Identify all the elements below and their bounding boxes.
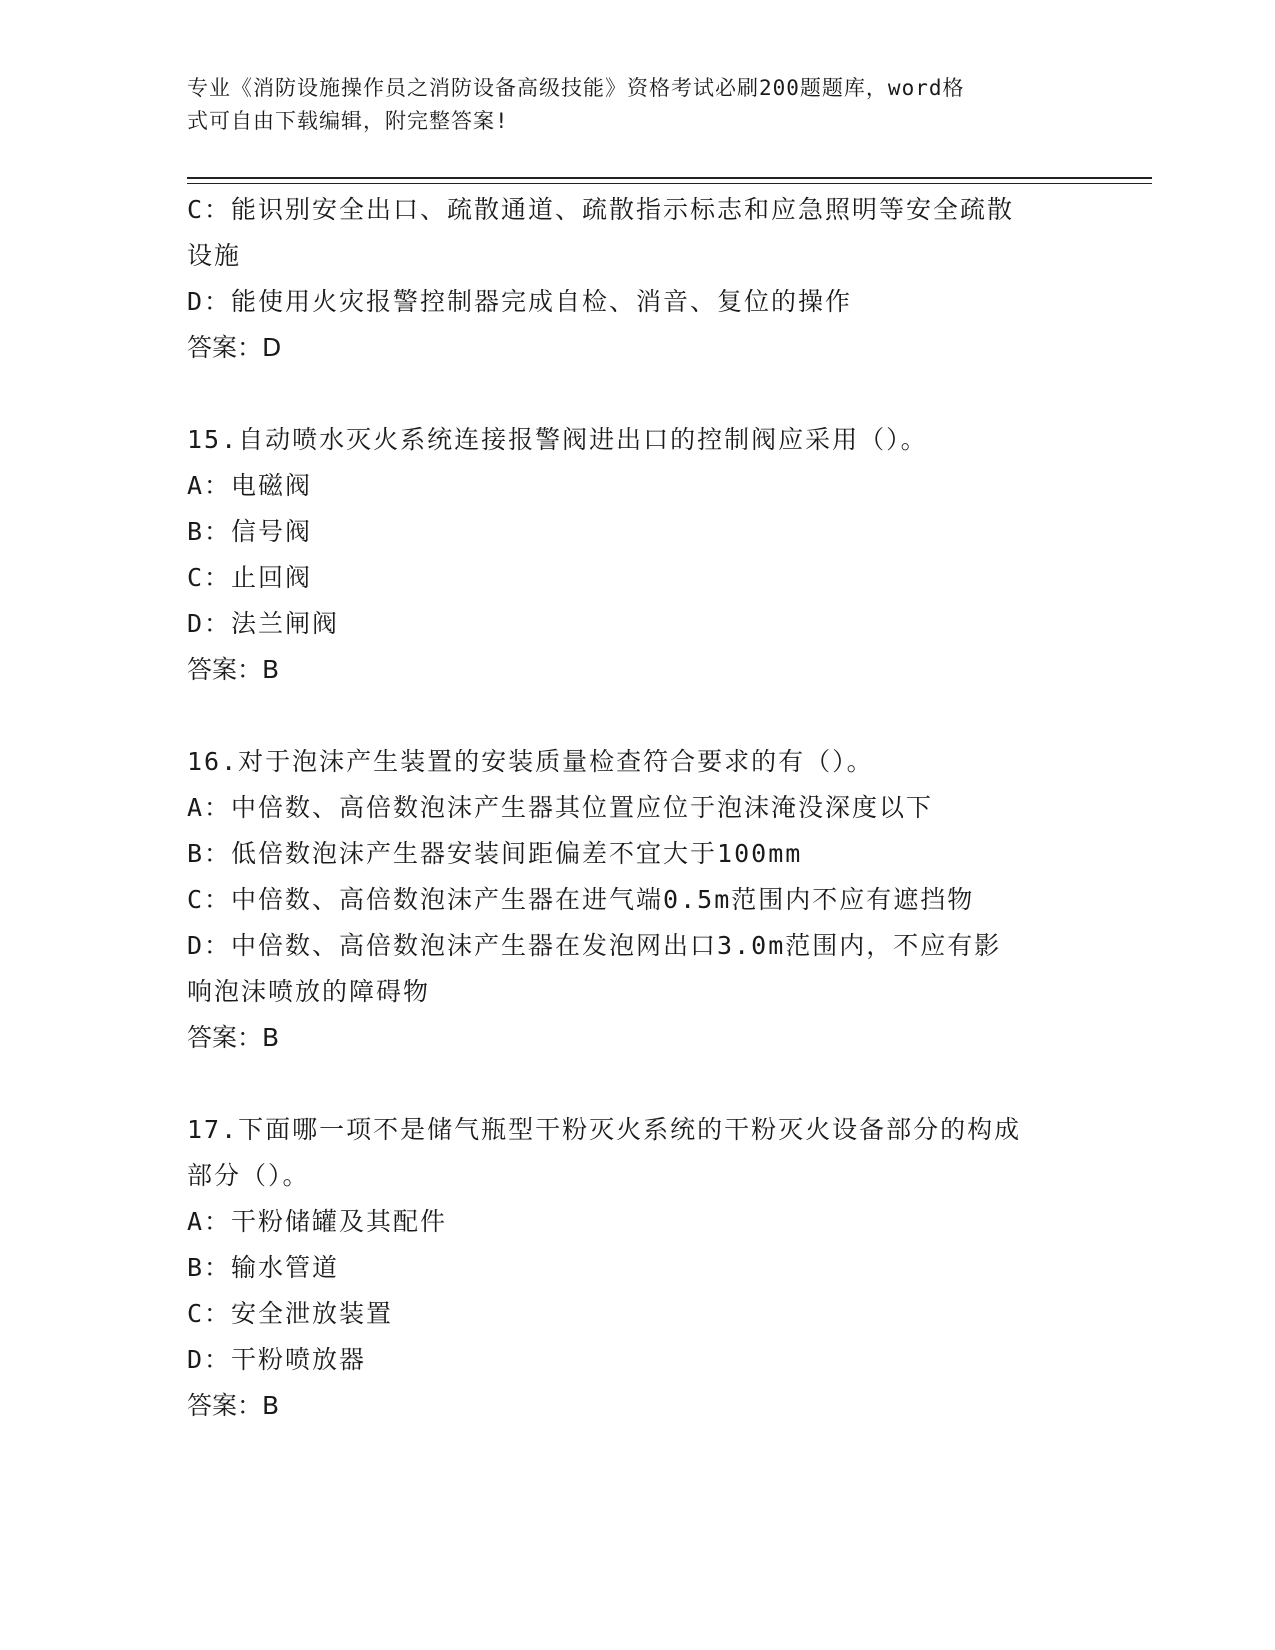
question-stem-line-1: 17.下面哪一项不是储气瓶型干粉灭火系统的干粉灭火设备部分的构成	[187, 1115, 1022, 1144]
option-c: C：止回阀	[187, 563, 313, 592]
option-d-line-2: 响泡沫喷放的障碍物	[187, 977, 431, 1006]
question-17	[187, 1107, 1087, 1429]
question-16	[187, 739, 1087, 1061]
question-stem-line-2: 部分（）。	[187, 1161, 310, 1190]
option-b: B：低倍数泡沫产生器安装间距偏差不宜大于100mm	[187, 839, 803, 868]
header-line-1: 专业《消防设施操作员之消防设备高级技能》资格考试必刷200题题库，word格	[187, 76, 965, 100]
question-content	[187, 187, 1087, 1429]
option-c-line-2: 设施	[187, 241, 242, 270]
answer: 答案：B	[187, 655, 280, 684]
option-c: C：安全泄放装置	[187, 1299, 394, 1328]
option-a: A：中倍数、高倍数泡沫产生器其位置应位于泡沫淹没深度以下	[187, 793, 934, 822]
option-a: A：干粉储罐及其配件	[187, 1207, 448, 1236]
option-d: D：法兰闸阀	[187, 609, 340, 638]
option-d: D：能使用火灾报警控制器完成自检、消音、复位的操作	[187, 287, 853, 316]
option-d-line-1: D：中倍数、高倍数泡沫产生器在发泡网出口3.0m范围内，不应有影	[187, 931, 1002, 960]
header-line-2: 式可自由下载编辑，附完整答案!	[187, 109, 509, 133]
option-b: B：信号阀	[187, 517, 313, 546]
header-divider-thin	[187, 183, 1152, 184]
answer: 答案：B	[187, 1023, 280, 1052]
option-b: B：输水管道	[187, 1253, 340, 1282]
question-stem: 15.自动喷水灭火系统连接报警阀进出口的控制阀应采用（）。	[187, 425, 928, 454]
question-stem: 16.对于泡沫产生装置的安装质量检查符合要求的有（）。	[187, 747, 874, 776]
option-d: D：干粉喷放器	[187, 1345, 367, 1374]
previous-question-tail	[187, 187, 1087, 371]
option-c: C：中倍数、高倍数泡沫产生器在进气端0.5m范围内不应有遮挡物	[187, 885, 975, 914]
answer: 答案：D	[187, 333, 282, 362]
option-c-line-1: C：能识别安全出口、疏散通道、疏散指示标志和应急照明等安全疏散	[187, 195, 1015, 224]
option-a: A：电磁阀	[187, 471, 313, 500]
answer: 答案：B	[187, 1391, 280, 1420]
header-divider-thick	[187, 177, 1152, 179]
page-header	[187, 72, 1067, 138]
question-15	[187, 417, 1087, 693]
